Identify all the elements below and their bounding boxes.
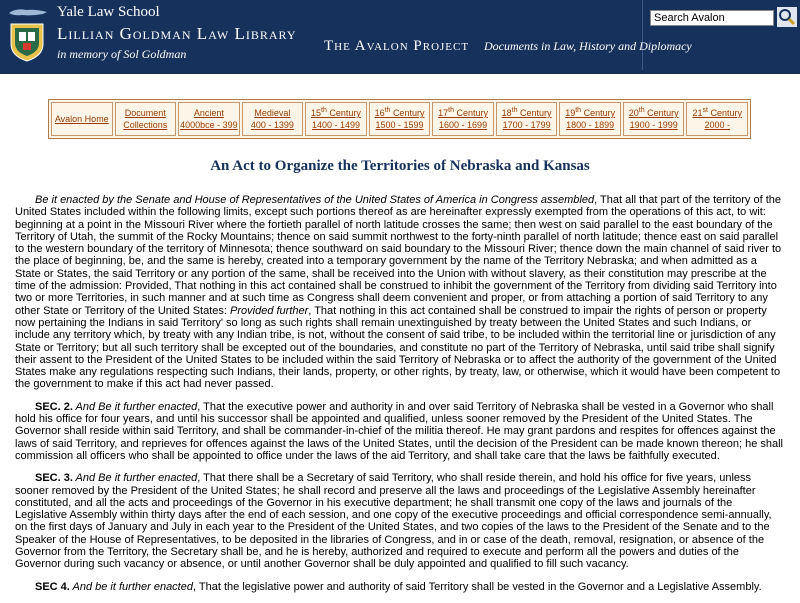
enacting-clause: Be it enacted by the Senate and House of Representatives of the United States of America in Congress assembled (35, 194, 595, 206)
nav-link-century: Century (329, 108, 361, 118)
nav-link-3[interactable] (242, 102, 304, 136)
nav-link-line1: Medieval (254, 108, 291, 118)
section-4 (15, 581, 785, 593)
nav-link-suffix: th (384, 107, 391, 114)
nav-link-7[interactable] (496, 102, 558, 136)
nav-link-suffix: th (575, 107, 582, 114)
section-2 (15, 401, 785, 462)
section-3 (15, 472, 785, 570)
nav-link-line1: Ancient (193, 108, 224, 118)
section-4-text: , That the legislative power and authority of said Territory shall be vested in the Governor and a Legislative Assembly. (192, 580, 762, 593)
nav-link-6[interactable] (432, 102, 494, 136)
nav-link-line2: 1400 - 1499 (311, 120, 360, 130)
nav-link-line2: 4000bce - 399 (180, 120, 238, 130)
nav-link-suffix: st (702, 107, 708, 114)
nav-link-suffix: th (638, 107, 645, 114)
nav-link-9[interactable] (623, 102, 685, 136)
section-2-clause: And Be it further enacted (72, 400, 198, 413)
section-3-label: SEC. 3. (35, 472, 73, 485)
avalon-subtitle: Documents in Law, History and Diplomacy (484, 39, 692, 53)
nav-link-century: Century (520, 108, 552, 118)
nav-link-century: Century (583, 108, 616, 118)
proviso-italic: Provided further (226, 304, 309, 317)
nav-link-line2: 1800 - 1899 (566, 120, 615, 130)
nav-link-line2: 1700 - 1799 (502, 120, 551, 130)
nav-link-line2: 1500 - 1599 (375, 120, 424, 130)
nav-link-line2: 1900 - 1999 (629, 120, 678, 130)
section-3-text: , That there shall be a Secretary of said Territory, who shall reside therein, and hold his office for five years, unless sooner removed by the President of the United States; he shall record and preserve all the laws and proceedings of the Legislative Assembly hereinafter constituted, and all the acts and proceedings of the Governor in his executive department; he shall transmit one copy of the laws and journals of the Legislative Assembly within thirty days after the end of each session, and one copy of the executive proceedings and official correspondence semi-annually, on the first days of January and July in each year to the President of the United States, and two copies of the laws to the President of the Senate and to the Speaker of the House of Representatives, to be deposited in the libraries of Congress, and in or case of the death, removal, resignation, or absence of the Governor from the Territory, the Secretary shall be, and he is hereby, authorized and required to execute and perform all the powers and duties of the Governor during such vacancy or absence, or until another Governor shall be duly appointed and qualified to fill such vacancy. (15, 472, 772, 571)
nav-link-line1: 17 (438, 108, 449, 118)
nav-link-heading (375, 107, 425, 119)
nav-link-1[interactable] (115, 102, 177, 136)
nav-link-4[interactable] (305, 102, 367, 136)
search-input[interactable] (650, 10, 774, 26)
preamble-text-a: , That all that part of the territory of the United States included within the following limits, except such portions thereof as are hereinafter expressly exempted from the operations of this act, to wit: beginning at a point in the Missouri River where the fortieth parallel of north latitude crosses the same; then west on said parallel to the east boundary of the Territory of Utah, the summit of the Rocky Mountains; thence on said summit northwest to the forty-ninth parallel of north latitude; thence east on said parallel to the western boundary of the territory of Minnesota; thence southward on said boundary to the Missouri River; thence down the main channel of said river to the place of beginning, be, and the same is hereby, created into a temporary government by the name of the Territory Nebraska; and when admitted as a State or States, the said Territory or any portion of the same, shall be received into the Union with without slavery, as their constitution may prescribe at the time of the admission: Provided, That nothing in this act contained shall be construed to inhibit the government of the Territory from dividing said Territory into two or more Territories, in such manner and at such time as Congress shall deem convenient and proper, or from attaching a portion of said Territory to any other State or Territory of the United States: (15, 194, 782, 317)
section-2-label: SEC. 2. (35, 400, 73, 413)
avalon-project-title[interactable]: The Avalon Project (324, 38, 470, 54)
nav-link-line1: 19 (565, 108, 576, 118)
nav-link-heading (311, 107, 361, 119)
nav-link-heading (502, 107, 552, 119)
nav-link-line1: Document (124, 108, 166, 118)
nav-link-line2: 1600 - 1699 (439, 120, 488, 130)
section-4-label: SEC 4. (35, 580, 70, 593)
search-icon[interactable] (777, 7, 797, 27)
nav-link-line2: 2000 - (704, 120, 730, 130)
nav-link-8[interactable] (559, 102, 621, 136)
site-header (0, 0, 800, 74)
nav-link-century: Century (456, 108, 488, 118)
memory-line: in memory of Sol Goldman (57, 47, 187, 61)
header-divider (642, 0, 643, 70)
nav-link-suffix: th (448, 107, 454, 114)
alligator-logo-icon (8, 6, 48, 18)
page-title: An Act to Organize the Territories of Nebraska and Kansas (210, 158, 590, 174)
preamble-paragraph (15, 194, 785, 391)
nav-link-century: Century (647, 108, 679, 118)
yale-shield-icon (9, 22, 45, 62)
nav-link-line2: Collections (123, 120, 168, 130)
section-3-clause: And Be it further enacted (72, 472, 198, 485)
school-name[interactable]: Yale Law School (57, 4, 160, 20)
nav-link-line1: 18 (501, 108, 512, 118)
nav-link-century: Century (710, 108, 742, 118)
nav-link-heading (438, 107, 488, 119)
nav-link-0[interactable] (51, 102, 113, 136)
nav-link-suffix: th (321, 107, 327, 114)
library-name[interactable]: Lillian Goldman Law Library (57, 24, 297, 43)
nav-link-line1: 20 (628, 108, 639, 118)
nav-link-line2: 400 - 1399 (250, 120, 294, 130)
nav-link-heading (692, 107, 742, 119)
preamble-text-b: , That nothing in this act contained shall be construed to impair the rights of person or property now pertaining the Indians in said Territory' so long as such rights shall remain unextinguished by treaty between the United States and such Indians, or include any territory which, by treaty with any Indian tribe, is not, without the consent of said tribe, to be included within the territorial line or jurisdiction of any State or Territory; but all such territory shall be excepted out of the boundaries, and constitute no part of the Territory of Nebraska, until said tribe shall signify their assent to the President of the United States to be included within the said Territory of Nebraska or to affect the authority of the government of the United States make any regulations respecting such Indians, their lands, property, or other rights, by treaty, law, or otherwise, which it would have been competent to the government to make if this act had never passed. (15, 304, 781, 391)
document-body (15, 194, 785, 603)
nav-link-line1: 16 (374, 108, 385, 118)
nav-link-2[interactable] (178, 102, 240, 136)
nav-link-suffix: th (511, 107, 518, 114)
nav-link-line1: Avalon Home (54, 114, 109, 124)
nav-link-heading (565, 107, 615, 119)
nav-link-10[interactable] (686, 102, 748, 136)
section-2-text: , That the executive power and authority in and over said Territory of Nebraska shall be vested in a Governor who shall hold his office for four years, and until his successor shall be appointed and qualified, unless sooner removed by the President of the United States. The Governor shall reside within said Territory, and shall be commander-in-chief of the militia thereof. He may grant pardons and respites for offences against the laws of said Territory, and reprieves for offences against the laws of the United States, until the decision of the President can be made known thereon; he shall commission all officers who shall be appointed to office under the laws of the aid Territory, and shall take care that the laws be faithfully executed. (15, 400, 783, 462)
section-4-clause: And be it further enacted (69, 580, 193, 593)
nav-link-century: Century (392, 108, 425, 118)
nav-link-heading (629, 107, 679, 119)
nav-link-5[interactable] (369, 102, 431, 136)
nav-link-line1: 21 (692, 108, 703, 118)
nav-link-line1: 15 (311, 108, 322, 118)
century-navigation (48, 99, 751, 139)
